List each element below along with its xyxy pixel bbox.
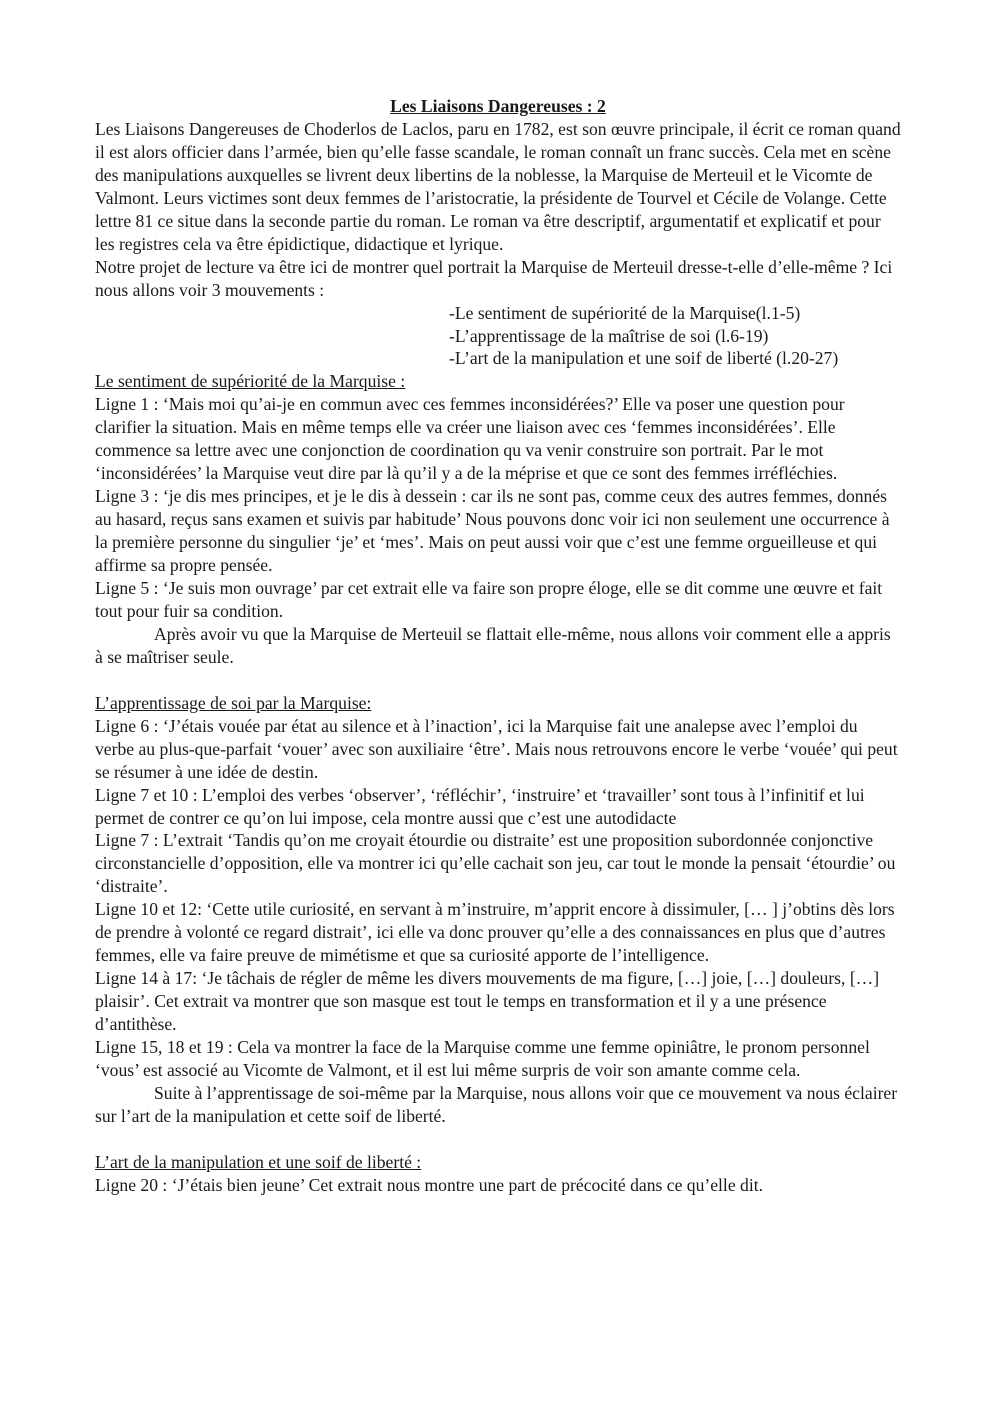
- movements-list: [95, 302, 901, 371]
- blank-line: [95, 669, 901, 692]
- section-1-heading: Le sentiment de supériorité de la Marquise :: [95, 371, 406, 392]
- movement-item-1: -Le sentiment de supériorité de la Marquise(l.1-5): [449, 302, 801, 323]
- blank-line: [95, 1128, 901, 1151]
- section-2-paragraph: Ligne 14 à 17: ‘Je tâchais de régler de même les divers mouvements de ma figure, […] joie, […] douleurs, […] plaisir’. Cet extrait va montrer que son masque est tout le temps en transformation et il y a une présence d’antithèse.: [95, 968, 880, 1035]
- section-1-paragraph: Ligne 1 : ‘Mais moi qu’ai-je en commun avec ces femmes inconsidérées?’ Elle va poser une question pour clarifier la situation. Mais en même temps elle va créer une liaison avec ces ‘femmes inconsidérées’. Elle commence sa lettre avec une conjonction de coordination qu va venir construire son portrait. Par le mot ‘inconsidérées’ la Marquise veut dire par là qu’il y a de la méprise et que ce sont des femmes irréfléchies.: [95, 394, 845, 484]
- section-1-paragraph: Ligne 5 : ‘Je suis mon ouvrage’ par cet extrait elle va faire son propre éloge, elle se dit comme une œuvre et fait tout pour fuir sa condition.: [95, 578, 883, 621]
- movement-item-2: -L’apprentissage de la maîtrise de soi (l.6-19): [449, 325, 769, 346]
- section-3-heading: L’art de la manipulation et une soif de liberté :: [95, 1151, 422, 1172]
- section-2-paragraph: Ligne 7 et 10 : L’emploi des verbes ‘observer’, ‘réfléchir’, ‘instruire’ et ‘travailler’ sont tous à l’infinitif et lui permet de contrer ce qu’on lui impose, cela montre aussi que c’est une autodidacte: [95, 784, 865, 828]
- reading-project-paragraph: Notre projet de lecture va être ici de montrer quel portrait la Marquise de Merteuil dresse-t-elle d’elle-même ? Ici nous allons voir 3 mouvements :: [95, 256, 893, 300]
- intro-paragraph: Les Liaisons Dangereuses de Choderlos de Laclos, paru en 1782, est son œuvre principale, il écrit ce roman quand il est alors officier dans l’armée, bien qu’elle fasse scandale, le roman connaît un franc succès. Cela met en scène des manipulations auxquelles se livrent deux libertins de la noblesse, la Marquise de Merteuil et le Vicomte de Valmont. Leurs victimes sont deux femmes de l’aristocratie, la présidente de Tourvel et Cécile de Volange. Cette lettre 81 ce situe dans la seconde partie du roman. Le roman va être descriptif, argumentatif et explicatif et pour les registres cela va être épidictique, didactique et lyrique.: [95, 118, 901, 254]
- section-2-transition: Suite à l’apprentissage de soi-même par la Marquise, nous allons voir que ce mouvement va nous éclairer sur l’art de la manipulation et cette soif de liberté.: [95, 1082, 898, 1126]
- document-page: [95, 95, 901, 1197]
- document-title: Les Liaisons Dangereuses : 2: [390, 96, 606, 116]
- section-1-transition: Après avoir vu que la Marquise de Merteuil se flattait elle-même, nous allons voir comment elle a appris à se maîtriser seule.: [95, 623, 891, 667]
- section-2-paragraph: Ligne 6 : ‘J’étais vouée par état au silence et à l’inaction’, ici la Marquise fait une analepse avec l’emploi du verbe au plus-que-parfait ‘vouer’ avec son auxiliaire ‘être’. Mais nous retrouvons encore le verbe ‘vouée’ qui peut se résumer à une idée de destin.: [95, 715, 898, 782]
- movement-item-3: -L’art de la manipulation et une soif de liberté (l.20-27): [449, 348, 839, 369]
- section-1-paragraph: Ligne 3 : ‘je dis mes principes, et je le dis à dessein : car ils ne sont pas, comme ceux des autres femmes, donnés au hasard, reçus sans examen et suivis par habitude’ Nous pouvons donc voir ici non seulement une occurrence à la première personne du singulier ‘je’ et ‘mes’. Mais on peut aussi voir que c’est une femme orgueilleuse et qui affirme sa propre pensée.: [95, 486, 890, 576]
- section-2-heading: L’apprentissage de soi par la Marquise:: [95, 692, 372, 713]
- section-2-paragraph: Ligne 7 : L’extrait ‘Tandis qu’on me croyait étourdie ou distraite’ est une proposition subordonnée conjonctive circonstancielle d’opposition, elle va montrer ici qu’elle cachait son jeu, car tout le monde la pensait ‘étourdie’ ou ‘distraite’.: [95, 830, 896, 897]
- section-3-paragraph: Ligne 20 : ‘J’étais bien jeune’ Cet extrait nous montre une part de précocité dans ce qu’elle dit.: [95, 1174, 763, 1195]
- section-2-paragraph: Ligne 15, 18 et 19 : Cela va montrer la face de la Marquise comme une femme opiniâtre, le pronom personnel ‘vous’ est associé au Vicomte de Valmont, et il est lui même surpris de voir son amante comme cela.: [95, 1037, 870, 1081]
- section-2-paragraph: Ligne 10 et 12: ‘Cette utile curiosité, en servant à m’instruire, m’apprit encore à dissimuler, [… ] j’obtins dès lors de prendre à volonté ce regard distrait’, ici elle va donc prouver qu’elle a des connaissances en plus que d’autres femmes, elle va faire preuve de mimétisme et que sa curiosité apporte de l’intelligence.: [95, 899, 895, 966]
